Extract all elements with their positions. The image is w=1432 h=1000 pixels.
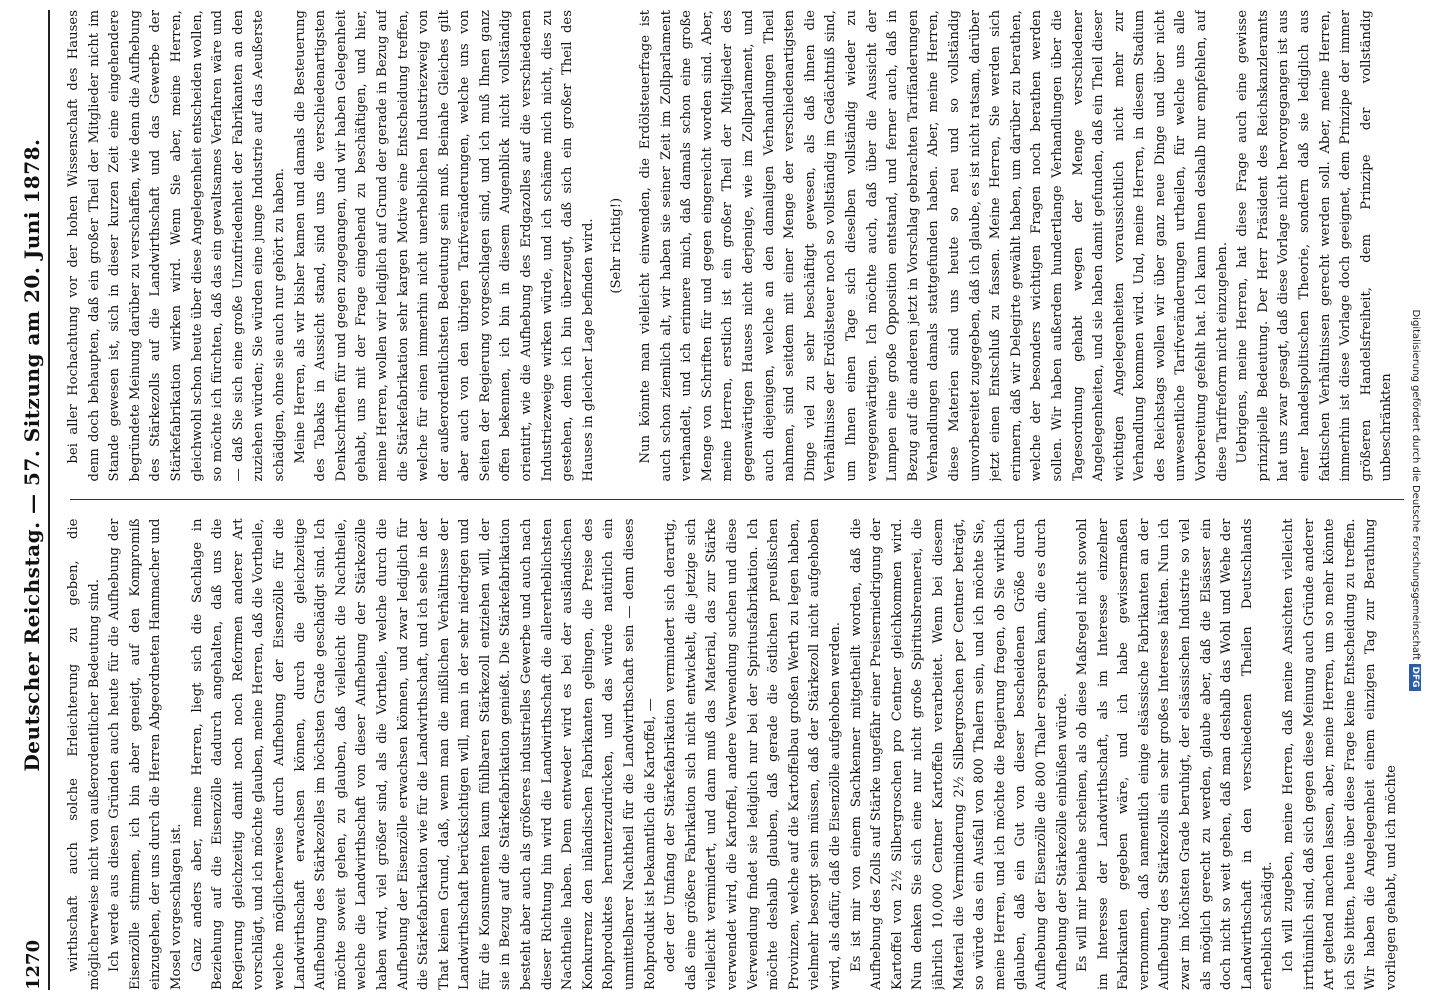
digitization-credit — [1404, 0, 1426, 1000]
column-divider — [70, 500, 1404, 501]
page-number: 1270 — [23, 939, 44, 990]
paragraph: Ganz anders aber, meine Herren, liegt sich die Sachlage in Beziehung auf die Eisenzölle dadurch angehalten, daß uns die Regierung gleichzeitig damit noch noch Reformen anderer Art vorschlägt, und ich möchte glauben, meine Herren, daß die Vortheile, welche möglicherweise durch Aufhebung der Eisenzölle für die Landwirthschaft erwachsen können, durch die gleichzeitige Aufhebung des Stärkezolles im höchsten Grade geschädigt sind. Ich möchte soweit gehen, zu glauben, daß vielleicht die Nachtheile, welche die Landwirthschaft von dieser Aufhebung der Stärkezölle haben wird, viel größer sind, als die Vortheile, welche durch die Aufhebung der Eisenzölle erwachsen können, und zwar lediglich für die Stärkefabrikation wie für die Landwirthschaft, und ich sehe in der That keinen Grund, daß, wenn man die mißlichen Verhältnisse der Landwirthschaft berücksichtigen will, man in der sehr niedrigen und für die Konsumenten kaum fühlbaren Stärkezoll entziehen will, der sie in Bezug auf die Stärkefabrikation genießt. Die Stärkefabrikation besteht aber auch als größeres industrielles Gewerbe und auch nach dieser Richtung hin wird die Landwirthschaft die allererheblichsten Nachtheile haben. Denn entweder wird es bei der ausländischen Konkurrenz den inländischen Fabrikanten gelingen, die Preise des Rohproduktes herunterzudrücken, und das würde natürlich ein unmittelbarer Nachtheil für die Landwirthschaft sein — denn dieses Rohprodukt ist bekanntlich die Kartoffel, — — [189, 518, 658, 990]
paragraph: wirthschaft auch solche Erleichterung zu geben, die möglicherweise nicht von außerordentlicher Bedeutung sind. — [66, 518, 102, 990]
page-header — [10, 10, 50, 990]
paragraph: Ich will zugeben, meine Herren, daß meine Ansichten vielleicht irrthümlich sind, daß sich gegen diese Meinung auch Gründe anderer Art geltend machen lassen, aber, meine Herren, um so mehr könnte ich Sie bitten, heute über diese Frage keine Entscheidung zu treffen. Wir haben die Angelegenheit einem einzigen Tag zur Berathung vorliegen gehabt, und ich möchte — [1281, 518, 1399, 990]
right-column — [64, 10, 1404, 482]
paragraph: Nun könnte man vielleicht einwenden, die Erdölsteuerfrage ist auch schon ziemlich alt, wir haben sie seiner Zeit im Zollparlament verhandelt, und ich erinnere mich, daß damals schon eine große Menge von Schriften für und gegen eingereicht worden sind. Aber, meine Herren, erstlich ist ein großer Theil der Mitglieder des gegenwärtigen Hauses nicht derjenige, wie im Zollparlament, und auch diejenigen, welche an den damaligen Verhandlungen Theil nahmen, sind seitdem mit einer Menge der verschiedenartigsten Dinge viel zu sehr beschäftigt gewesen, als daß ihnen die Verhältnisse der Erdölsteuer noch so vollständig im Gedächtniß sind, um Ihnen einen Tage sich dieselben vollständig wieder zu vergegenwärtigen. Ich möchte auch, daß über die Aussicht der Lumpen eine große Opposition entstand, und ferner auch, daß in Bezug auf die anderen jetzt in Vorschlag gebrachten Tarifänderungen Verhandlungen damals stattgefunden haben. Aber, meine Herren, diese Materien sind uns heute so neu und so vollständig unvorbereitet zugegeben, daß ich glaube, es ist nicht ratsam, darüber jetzt einen Entschluß zu fassen. Meine Herren, Sie werden sich erinnern, daß wir Delegirte gewählt haben, um darüber zu berathen, welche der besonders wichtigen Fragen noch berathen werden sollen. Wir haben außerdem hundertlange Verhandlungen über die Tagesordnung gehabt wegen der Menge verschiedener Angelegenheiten, und sie haben damit gefunden, daß ein Theil dieser wichtigen Angelegenheiten voraussichtlich nicht mehr zur Verhandlung kommen wird. Und, meine Herren, in diesem Stadium des Reichstags wollen wir über ganz neue Dinge und über nicht unwesentliche Tarifveränderungen urtheilen, für welche uns alle Vorbereitung gefehlt hat. Ich kann Ihnen deshalb nur empfehlen, auf diese Tarifreform nicht einzugehen. — [638, 10, 1230, 482]
printed-page — [10, 10, 1405, 990]
paragraph: Ich werde aus diesen Gründen auch heute für die Aufhebung der Eisenzölle stimmen, ich bin aber geneigt, auf den Kompromiß einzugehen, der uns durch die Herren Abgeordneten Hammacher und Mosel vorgeschlagen ist. — [107, 518, 184, 990]
scanned-page — [10, 10, 1405, 990]
left-column — [64, 519, 1404, 991]
paragraph: Es will mir beinahe scheinen, als ob diese Maßregel nicht sowohl im Interesse der Landwirthschaft, als im Interesse einzelner Fabrikanten gegeben wäre, und ich habe gewissermaßen vernommen, daß namentlich einige elsässische Fabrikanten an der Aufhebung des Stärkezolls ein sehr großes Interesse hätten. Nun ich zwar im höchsten Grade beruhigt, der elsässischen Industrie so viel als möglich gerecht zu werden, glaube aber, daß die Elsässer ein doch nicht so weit gehen, daß man deshalb das Wohl und Wehe der Landwirthschaft in den verschiedenen Theilen Deutschlands erheblich schädigt. — [1075, 518, 1276, 990]
page-title: Deutscher Reichstag. — 57. Sitzung am 20. Juni 1878. — [20, 138, 44, 772]
paragraph: oder der Umfang der Stärkefabrikation vermindert sich derartig, daß eine größere Fabrikation sich nicht entwickelt, die jetzige sich vielleicht vermindert, und dann muß das Material, das zur Stärke verwendet wird, die Kartoffel, andere Verwendung suchen und diese Verwendung findet sie lediglich nur bei der Spiritusfabrikation. Ich möchte deshalb glauben, daß gerade die östlichen preußischen Provinzen, welche auf die Kartoffelbau großen Werth zu legen haben, vielmehr besorgt sein müssen, daß der Stärkezoll nicht aufgehoben wird, als dafür, daß die Eisenzölle aufgehoben werden. — [663, 518, 843, 990]
paragraph: Meine Herren, als wir bisher kamen und damals die Besteuerung des Tabaks in Aussicht stand, sind uns die verschiedenartigsten Denkschriften für und gegen zugegangen, und wir haben Gelegenheit gehabt, uns mit der Frage eingehend zu beschäftigen, und hier, meine Herren, wollen wir lediglich auf Grund der gerade in Bezug auf die Stärkefabrikation sehr kargen Motive eine Entscheidung treffen, welche für einen immerhin nicht unerheblichen Industriezweig von der außerordentlichsten Bedeutung sein muß. Beinahe Gleiches gilt aber auch von den übrigen Tarifveränderungen, welche uns von Seiten der Regierung vorgeschlagen sind, und ich muß Ihnen ganz offen bekennen, ich bin in diesem Augenblick nicht vollständig orientirt, wie die Aufhebung des Erdgazolles auf die verschiedenen Industriezweige wirken würde, und ich schäme mich nicht, dies zu gestehen, denn ich bin überzeugt, daß sich ein großer Theil des Hauses in gleicher Lage befinden wird. — [292, 10, 596, 482]
paragraph: Es ist mir von einem Sachkenner mitgetheilt worden, daß die Aufhebung des Zolls auf Stärke ungefähr einer Preiserniedrigung der Kartoffel von 2½ Silbergroschen pro Centner gleichkommen wird. Nun denken Sie sich eine nur nicht große Spiritusbrennerei, die jährlich 10,000 Centner Kartoffeln verarbeitet. Wenn bei diesem Material die Verminderung 2½ Silbergroschen per Centner beträgt, so würde das ein Ausfall von 800 Thalern sein, und ich möchte Sie, meine Herren, und ich möchte die Regierung fragen, ob Sie wirklich glauben, daß ein Gut von dieser bescheidenen Größe durch Aufhebung der Eisenzölle die 800 Thaler ersparen kann, die es durch Aufhebung der Stärkezölle einbüßen würde. — [848, 518, 1070, 990]
paragraph: bei aller Hochachtung vor der hohen Wissenschaft des Hauses denn doch behaupten, daß ein großer Theil der Mitglieder nicht im Stande gewesen ist, sich in dieser kurzen Zeit eine eingehendere begründete Meinung darüber zu verschaffen, wie denn die Aufhebung des Stärkezolls auf die Landwirthschaft und das Gewerbe der Stärkefabrikation wirken wird. Wenn Sie aber, meine Herren, gleichwohl schon heute über diese Angelegenheit entscheiden wollen, so möchte ich fürchten, daß das ein gewaltsames Verfahren wäre und — daß Sie sich eine große Unzufriedenheit der Fabrikanten an den zuziehen würden; Sie würden eine junge Industrie auf das Aeußerste schädigen, ohne sie auch nur gehört zu haben. — [66, 10, 287, 482]
text-columns — [64, 10, 1404, 990]
dfg-logo: DFG — [1409, 664, 1421, 691]
paragraph: Uebrigens, meine Herren, hat diese Frage auch eine gewisse prinzipielle Bedeutung. Der Herr Präsident des Reichskanzleramts hat uns zwar gesagt, daß diese Vorlage nicht hervorgegangen ist aus einer handelspolitischen Theorie, sondern daß sie lediglich aus faktischen Verhältnissen gerecht werden soll. Aber, meine Herren, immerhin ist diese Vorlage doch geeignet, dem Prinzipe der immer größeren Handelsfreiheit, dem Prinzipe der vollständig unbeschränkten — [1235, 10, 1395, 482]
applause-note: (Sehr richtig!) — [609, 197, 625, 294]
credit-text: Digitalisierung gefördert durch die Deutsche Forschungsgemeinschaft — [1410, 309, 1421, 661]
